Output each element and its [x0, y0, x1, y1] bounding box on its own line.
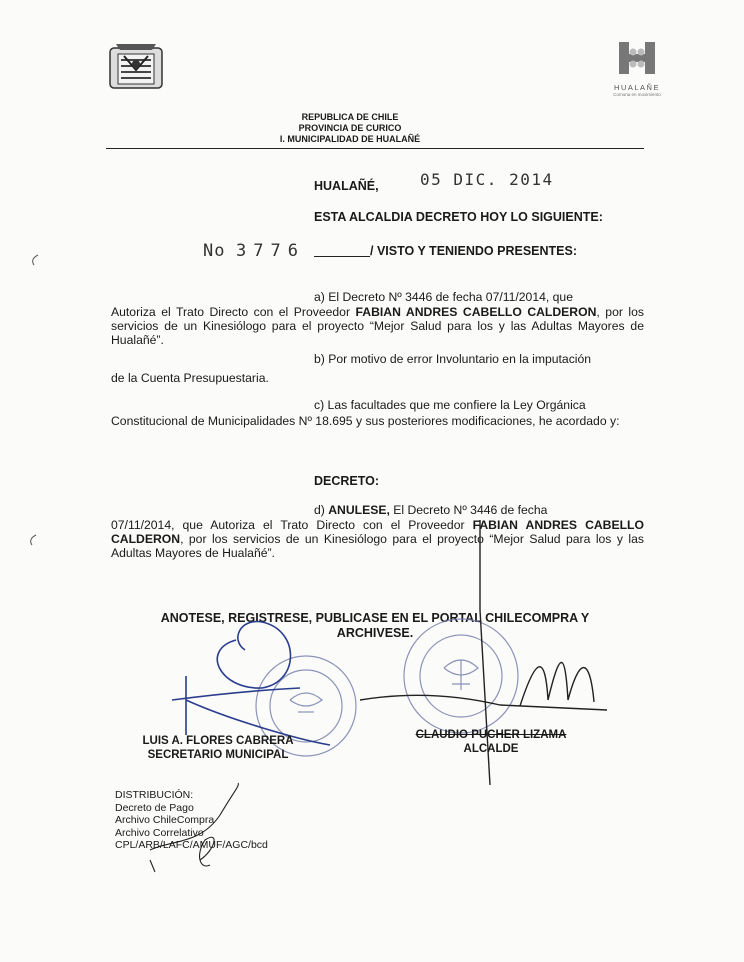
para-d-annul: ANULESE,: [328, 503, 390, 517]
distribution-title: DISTRIBUCIÓN:: [115, 789, 194, 801]
logo-tagline: Comuna en movimiento: [613, 92, 661, 97]
distribution-list: [115, 789, 268, 852]
para-d-line1-rest: El Decreto Nº 3446 de fecha: [389, 503, 548, 517]
decreto-title: DECRETO:: [314, 474, 380, 488]
decree-number: 3776: [236, 241, 305, 261]
secretary-signature: [172, 622, 330, 745]
mayor-block: [396, 728, 586, 756]
para-d-lead: d): [314, 503, 329, 517]
para-c-line1: c) Las facultades que me confiere la Ley Orgánica: [314, 398, 586, 412]
para-a-post: , por los servicios de un Kinesiólogo para el proyecto “Mejor Salud para los y las Adultas Mayores de Hualañé”.: [111, 305, 644, 347]
para-d-pre: 07/11/2014, que Autoriza el Trato Directo con el Proveedor: [111, 518, 473, 532]
para-c-rest: Constitucional de Municipalidades Nº 18.695 y sus posteriores modificaciones, he acordado y:: [111, 414, 620, 428]
mayor-stamp: [404, 619, 518, 733]
distribution-item: Archivo Correlativo: [115, 826, 204, 839]
header-country: REPUBLICA DE CHILE: [301, 112, 399, 122]
date-stamp: 05 DIC. 2014: [420, 170, 554, 189]
para-b-line2: de la Cuenta Presupuestaria.: [111, 371, 269, 385]
closing-line1: ANOTESE, REGISTRESE, PUBLICASE EN EL PORTAL CHILECOMPRA Y: [160, 611, 590, 625]
header-province: PROVINCIA DE CURICO: [298, 123, 402, 133]
decree-intro: ESTA ALCALDIA DECRETO HOY LO SIGUIENTE:: [314, 210, 603, 224]
place: HUALAÑÉ,: [314, 179, 379, 193]
secretary-name: LUIS A. FLORES CABRERA: [142, 735, 294, 747]
para-a-pre: Autoriza el Trato Directo con el Proveedor: [111, 305, 356, 319]
para-a-line1: a) El Decreto Nº 3446 de fecha 07/11/2014, que: [314, 290, 573, 304]
logo-name: HUALAÑE: [614, 83, 660, 92]
distribution-item: CPL/ARB/LAFC/AMUF/AGC/bcd: [115, 839, 268, 852]
para-d-post: , por los servicios de un Kinesiólogo para el proyecto “Mejor Salud para los y las Adultas Mayores de Hualañé”.: [111, 532, 644, 560]
secretary-title: SECRETARIO MUNICIPAL: [147, 749, 289, 761]
visto-heading: / VISTO Y TENIENDO PRESENTES:: [370, 244, 577, 258]
para-a-supplier: FABIAN ANDRES CABELLO CALDERON: [355, 305, 597, 319]
number-prefix: No: [203, 241, 226, 261]
header-municipality: I. MUNICIPALIDAD DE HUALAÑÉ: [279, 134, 421, 144]
margin-mark-top: [33, 255, 38, 265]
para-d-supplier: FABIAN ANDRES CABELLO CALDERON: [111, 518, 644, 546]
distribution-item: Archivo ChileCompra: [115, 814, 215, 827]
mayor-title: ALCALDE: [463, 743, 519, 755]
closing-line2: ARCHIVESE.: [336, 626, 414, 640]
mayor-name: CLAUDIO PUCHER LIZAMA: [415, 729, 567, 741]
distribution-item: Decreto de Pago: [115, 801, 194, 814]
secretary-block: [128, 734, 308, 762]
para-b-line1: b) Por motivo de error Involuntario en la imputación: [314, 352, 592, 366]
margin-mark-bottom: [31, 535, 36, 545]
